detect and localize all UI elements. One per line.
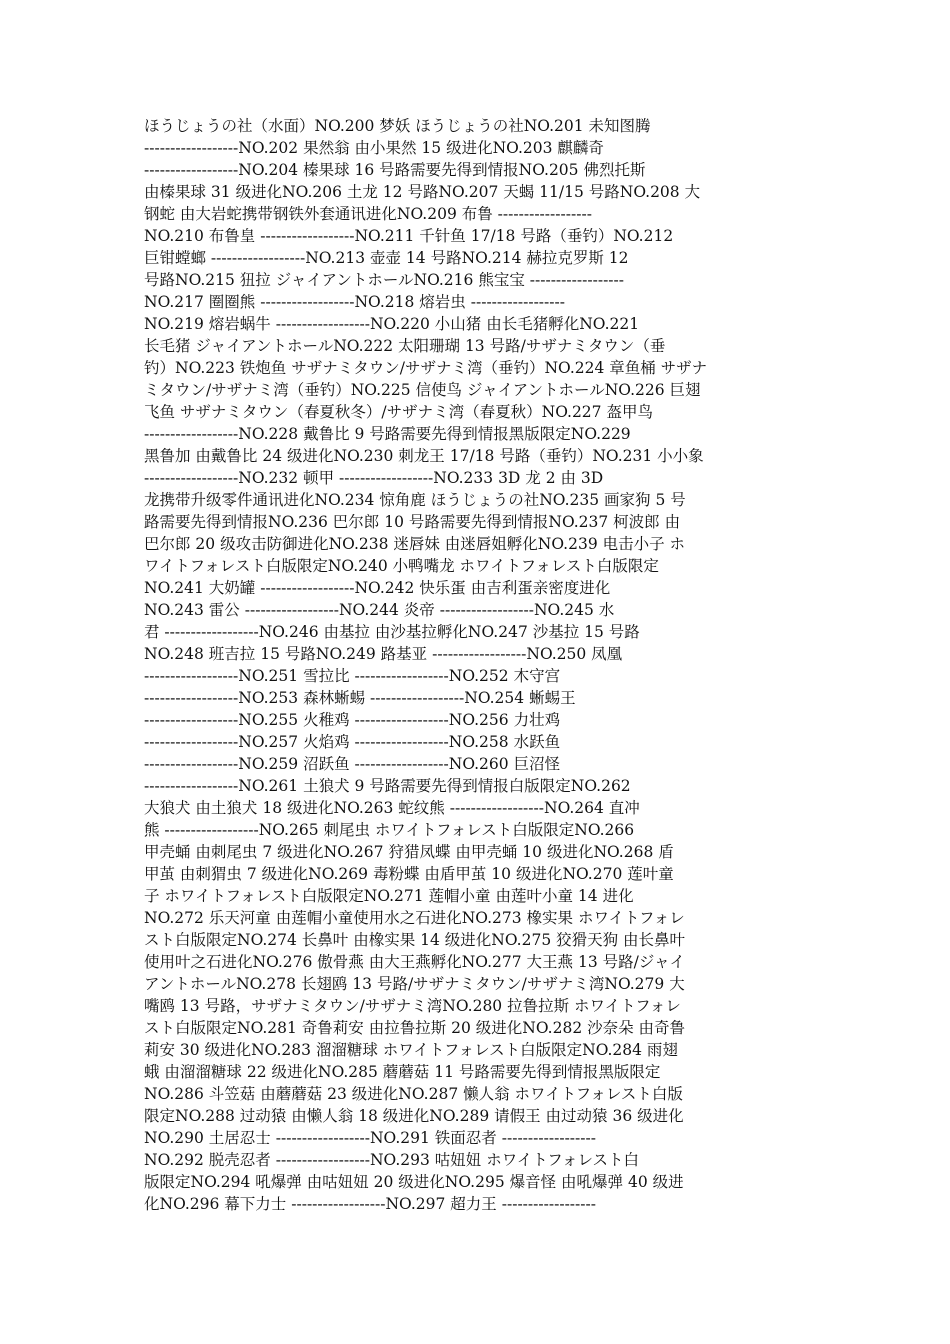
text-line: 子 ホワイトフォレスト白版限定NO.271 莲帽小童 由莲叶小童 14 进化 (144, 887, 634, 905)
text-line: 蛾 由溜溜糖球 22 级进化NO.285 蘑蘑菇 11 号路需要先得到情报黑版限定 (144, 1063, 661, 1081)
text-line: ワイトフォレスト白版限定NO.240 小鸭嘴龙 ホワイトフォレスト白版限定 (144, 557, 659, 575)
text-line: NO.292 脱壳忍者 ------------------NO.293 咕妞妞 ホワイトフォレスト白 (144, 1151, 640, 1169)
text-line: 由榛果球 31 级进化NO.206 土龙 12 号路NO.207 天蝎 11/15 号路NO.208 大 (144, 183, 701, 201)
text-line: NO.272 乐天河童 由莲帽小童使用水之石进化NO.273 橡实果 ホワイトフォレ (144, 909, 685, 927)
text-line: ほうじょうの社（水面）NO.200 梦妖 ほうじょうの社NO.201 未知图腾 (144, 117, 651, 135)
text-line: ------------------NO.202 果然翁 由小果然 15 级进化NO.203 麒麟奇 (144, 139, 604, 157)
text-line: アントホールNO.278 长翅鸥 13 号路/サザナミタウン/サザナミ湾NO.279 大 (144, 975, 685, 993)
document-body (144, 115, 824, 1237)
text-line: NO.219 熔岩蜗牛 ------------------NO.220 小山猪 由长毛猪孵化NO.221 (144, 315, 640, 333)
text-line: 君 ------------------NO.246 由基拉 由沙基拉孵化NO.247 沙基拉 15 号路 (144, 623, 640, 641)
text-line: ------------------NO.255 火稚鸡 ------------------NO.256 力壮鸡 (144, 711, 561, 729)
text-line: NO.217 圈圈熊 ------------------NO.218 熔岩虫 ------------------ (144, 293, 565, 311)
text-line: 巴尔郎 20 级攻击防御进化NO.238 迷唇妹 由迷唇姐孵化NO.239 电击小子 ホ (144, 535, 686, 553)
text-line: NO.286 斗笠菇 由蘑蘑菇 23 级进化NO.287 懒人翁 ホワイトフォレスト白版 (144, 1085, 683, 1103)
text-line: ミタウン/サザナミ湾（垂钓）NO.225 信使鸟 ジャイアントホールNO.226 巨翅 (144, 381, 701, 399)
text-line: 甲茧 由刺猬虫 7 级进化NO.269 毒粉蝶 由盾甲茧 10 级进化NO.270 莲叶童 (144, 865, 674, 883)
text-line: 飞鱼 サザナミタウン（春夏秋冬）/サザナミ湾（春夏秋）NO.227 盔甲鸟 (144, 403, 653, 421)
text-line: 钓）NO.223 铁炮鱼 サザナミタウン/サザナミ湾（垂钓）NO.224 章鱼桶 サザナ (144, 359, 708, 377)
text-line: 限定NO.288 过动猿 由懒人翁 18 级进化NO.289 请假王 由过动猿 36 级进化 (144, 1107, 684, 1125)
text-line: 嘴鸥 13 号路，サザナミタウン/サザナミ湾NO.280 拉鲁拉斯 ホワイトフォレ (144, 997, 681, 1015)
text-line: 版限定NO.294 吼爆弹 由咕妞妞 20 级进化NO.295 爆音怪 由吼爆弹 40 级进 (144, 1173, 684, 1191)
text-line: 大狼犬 由土狼犬 18 级进化NO.263 蛇纹熊 ------------------NO.264 直冲 (144, 799, 640, 817)
text-line: 莉安 30 级进化NO.283 溜溜糖球 ホワイトフォレスト白版限定NO.284 雨翅 (144, 1041, 678, 1059)
text-line: 甲壳蛹 由刺尾虫 7 级进化NO.267 狩猎凤蝶 由甲壳蛹 10 级进化NO.268 盾 (144, 843, 674, 861)
text-line: 使用叶之石进化NO.276 傲骨燕 由大王燕孵化NO.277 大王燕 13 号路/ジャイ (144, 953, 686, 971)
text-line: 熊 ------------------NO.265 刺尾虫 ホワイトフォレスト白版限定NO.266 (144, 821, 635, 839)
text-line: NO.243 雷公 ------------------NO.244 炎帝 ------------------NO.245 水 (144, 601, 615, 619)
text-line: スト白版限定NO.274 长鼻叶 由橡实果 14 级进化NO.275 狡猾天狗 由长鼻叶 (144, 931, 686, 949)
text-line: ------------------NO.228 戴鲁比 9 号路需要先得到情报黑版限定NO.229 (144, 425, 631, 443)
text-line: 巨钳螳螂 ------------------NO.213 壶壶 14 号路NO.214 赫拉克罗斯 12 (144, 249, 629, 267)
text-line: ------------------NO.261 土狼犬 9 号路需要先得到情报白版限定NO.262 (144, 777, 631, 795)
text-line: 号路NO.215 狃拉 ジャイアントホールNO.216 熊宝宝 ------------------ (144, 271, 625, 289)
text-line: 路需要先得到情报NO.236 巴尔郎 10 号路需要先得到情报NO.237 柯波郎 由 (144, 513, 681, 531)
text-line: 黑鲁加 由戴鲁比 24 级进化NO.230 刺龙王 17/18 号路（垂钓）NO.231 小小象 (144, 447, 704, 465)
text-line: 钢蛇 由大岩蛇携带钢铁外套通讯进化NO.209 布鲁 ------------------ (144, 205, 592, 223)
text-line: 化NO.296 幕下力士 ------------------NO.297 超力王 ------------------ (144, 1195, 596, 1213)
text-line: NO.241 大奶罐 ------------------NO.242 快乐蛋 由吉利蛋亲密度进化 (144, 579, 611, 597)
text-line: スト白版限定NO.281 奇鲁莉安 由拉鲁拉斯 20 级进化NO.282 沙奈朵 由奇鲁 (144, 1019, 686, 1037)
text-line: ------------------NO.251 雪拉比 ------------------NO.252 木守宫 (144, 667, 561, 685)
text-line: ------------------NO.204 榛果球 16 号路需要先得到情报NO.205 佛烈托斯 (144, 161, 646, 179)
text-line: ------------------NO.232 顿甲 ------------------NO.233 3D 龙 2 由 3D (144, 469, 604, 487)
text-line: ------------------NO.253 森林蜥蜴 ------------------NO.254 蜥蜴王 (144, 689, 576, 707)
text-line: NO.290 土居忍士 ------------------NO.291 铁面忍者 ------------------ (144, 1129, 596, 1147)
text-line: ------------------NO.259 沼跃鱼 ------------------NO.260 巨沼怪 (144, 755, 561, 773)
text-line: NO.248 班吉拉 15 号路NO.249 路基亚 ------------------NO.250 凤凰 (144, 645, 623, 663)
text-line: 龙携带升级零件通讯进化NO.234 惊角鹿 ほうじょうの社NO.235 画家狗 5 号 (144, 491, 686, 509)
text-line (144, 1215, 824, 1237)
text-line: ------------------NO.257 火焰鸡 ------------------NO.258 水跃鱼 (144, 733, 561, 751)
text-line: 长毛猪 ジャイアントホールNO.222 太阳珊瑚 13 号路/サザナミタウン（垂 (144, 337, 666, 355)
text-line: NO.210 布鲁皇 ------------------NO.211 千针鱼 17/18 号路（垂钓）NO.212 (144, 227, 674, 245)
